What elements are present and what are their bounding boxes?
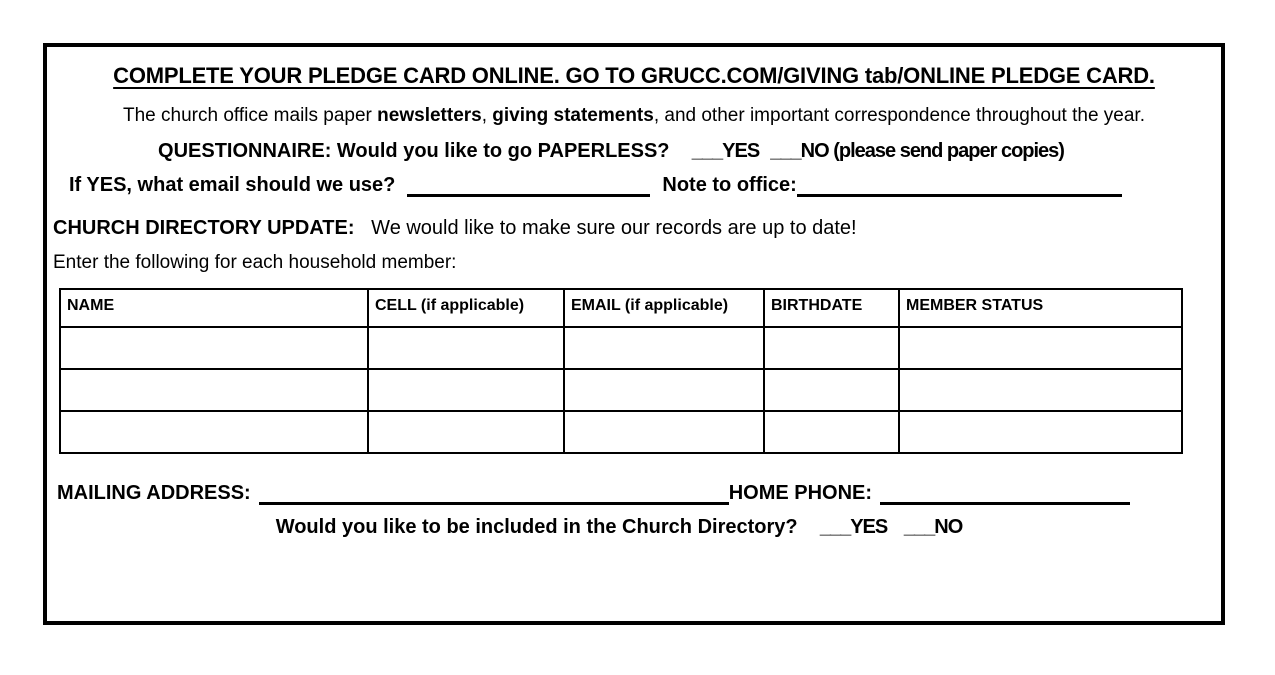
home-phone-label: HOME PHONE: [728,482,873,504]
form-outer-border [43,43,1225,625]
cell-name[interactable] [60,369,368,411]
page-title: COMPLETE YOUR PLEDGE CARD ONLINE. GO TO GRUCC.COM/GIVING tab/ONLINE PLEDGE CARD. [113,63,1155,88]
table-row [60,369,1182,411]
intro-text-part3: , and other important correspondence throughout the year. [653,105,1145,126]
cell-member-status[interactable] [899,327,1182,369]
table-row [60,411,1182,453]
cell-name[interactable] [60,327,368,369]
intro-text-part1: The church office mails paper [123,105,378,126]
cell-email[interactable] [564,369,764,411]
directory-table-wrapper [47,288,1221,454]
table-header [60,289,1182,327]
final-question-text: Would you like to be included in the Church Directory? [275,516,798,538]
email-line-row [47,174,1221,197]
email-prompt-label: If YES, what email should we use? [69,174,396,196]
directory-instruction-text: Enter the following for each household member: [53,252,457,273]
directory-yes-checkbox[interactable]: ___YES [819,516,888,538]
mailing-address-blank[interactable] [259,487,729,505]
cell-name[interactable] [60,411,368,453]
paperless-no-checkbox[interactable]: ___NO (please send paper copies) [770,140,1064,162]
table-row [60,327,1182,369]
intro-text-part2: , [481,105,493,126]
directory-no-checkbox[interactable]: ___NO [903,516,963,538]
note-to-office-label: Note to office: [662,174,797,196]
home-phone-blank[interactable] [880,487,1130,505]
questionnaire-row [47,140,1221,163]
cell-cell[interactable] [368,369,564,411]
cell-cell[interactable] [368,327,564,369]
questionnaire-label: QUESTIONNAIRE: Would you like to go PAPERLESS? [158,140,670,162]
column-header-email: EMAIL (if applicable) [564,289,764,327]
intro-bold-giving-statements: giving statements [492,105,654,126]
page-title-row [47,63,1221,89]
final-question-row [47,516,1221,539]
column-header-cell: CELL (if applicable) [368,289,564,327]
form-content [47,63,1221,637]
table-header-row [60,289,1182,327]
cell-email[interactable] [564,327,764,369]
cell-birthdate[interactable] [764,327,899,369]
cell-member-status[interactable] [899,369,1182,411]
intro-bold-newsletters: newsletters [377,105,482,126]
column-header-name: NAME [60,289,368,327]
cell-birthdate[interactable] [764,369,899,411]
intro-paragraph [47,105,1221,127]
cell-member-status[interactable] [899,411,1182,453]
mailing-address-label: MAILING ADDRESS: [57,482,251,504]
household-member-table [59,288,1183,454]
mailing-address-row [47,482,1221,505]
cell-email[interactable] [564,411,764,453]
directory-instruction-row [47,252,1221,274]
column-header-birthdate: BIRTHDATE [764,289,899,327]
column-header-member-status: MEMBER STATUS [899,289,1182,327]
paperless-yes-checkbox[interactable]: ___YES [691,140,760,162]
table-body [60,327,1182,453]
directory-update-label: CHURCH DIRECTORY UPDATE: [53,217,355,239]
email-input-blank[interactable] [407,179,650,197]
directory-update-text: We would like to make sure our records are up to date! [371,217,857,239]
cell-cell[interactable] [368,411,564,453]
note-to-office-blank[interactable] [797,179,1122,197]
cell-birthdate[interactable] [764,411,899,453]
directory-update-row [47,217,1221,240]
